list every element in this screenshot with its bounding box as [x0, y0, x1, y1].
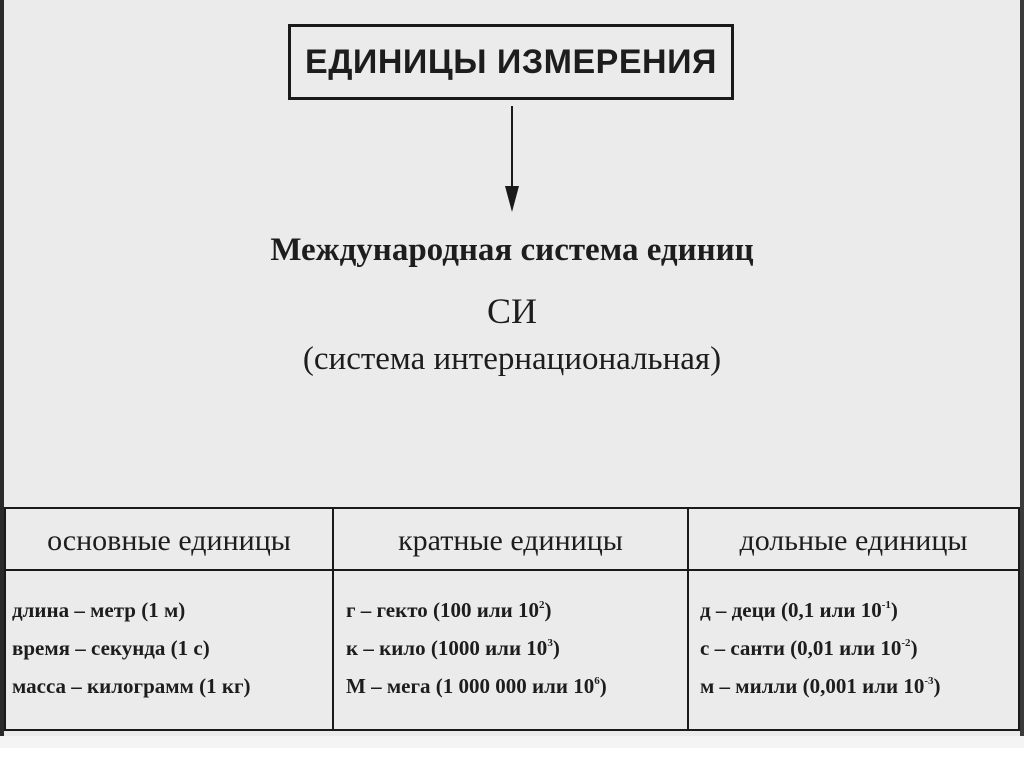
- header-multiples: кратные единицы: [398, 524, 623, 557]
- down-arrow-icon: [500, 100, 524, 220]
- system-name: Международная система единиц: [270, 232, 754, 268]
- system-abbreviation: СИ: [486, 291, 537, 331]
- multiples-list: [346, 591, 607, 705]
- title-text: ЕДИНИЦЫ ИЗМЕРЕНИЯ: [305, 42, 717, 81]
- base-unit-length: длина – метр (1 м): [12, 598, 186, 622]
- units-table: [4, 507, 1020, 731]
- submultiple-centi: с – санти (0,01 или $10^{-2}$): [700, 636, 918, 660]
- submultiples-list: [700, 591, 941, 705]
- multiple-kilo: к – кило (1000 или $10^3$): [346, 636, 560, 660]
- system-description: (система интернациональная): [302, 341, 722, 377]
- multiple-mega: М – мега (1 000 000 или $10^6$): [346, 674, 607, 698]
- submultiple-deci: д – деци (0,1 или $10^{-1}$): [700, 598, 898, 622]
- header-base-units: основные единицы: [47, 524, 291, 557]
- header-submultiples: дольные единицы: [739, 524, 968, 557]
- base-unit-mass: масса – килограмм (1 кг): [12, 674, 251, 698]
- base-unit-time: время – секунда (1 с): [12, 636, 210, 660]
- title-box: [288, 24, 734, 100]
- header-divider: [6, 569, 1018, 571]
- multiple-hecto: г – гекто (100 или $10^2$): [346, 598, 552, 622]
- base-units-list: [12, 591, 251, 705]
- submultiple-milli: м – милли (0,001 или $10^{-3}$): [700, 674, 941, 698]
- scan-bottom-margin: [0, 736, 1024, 748]
